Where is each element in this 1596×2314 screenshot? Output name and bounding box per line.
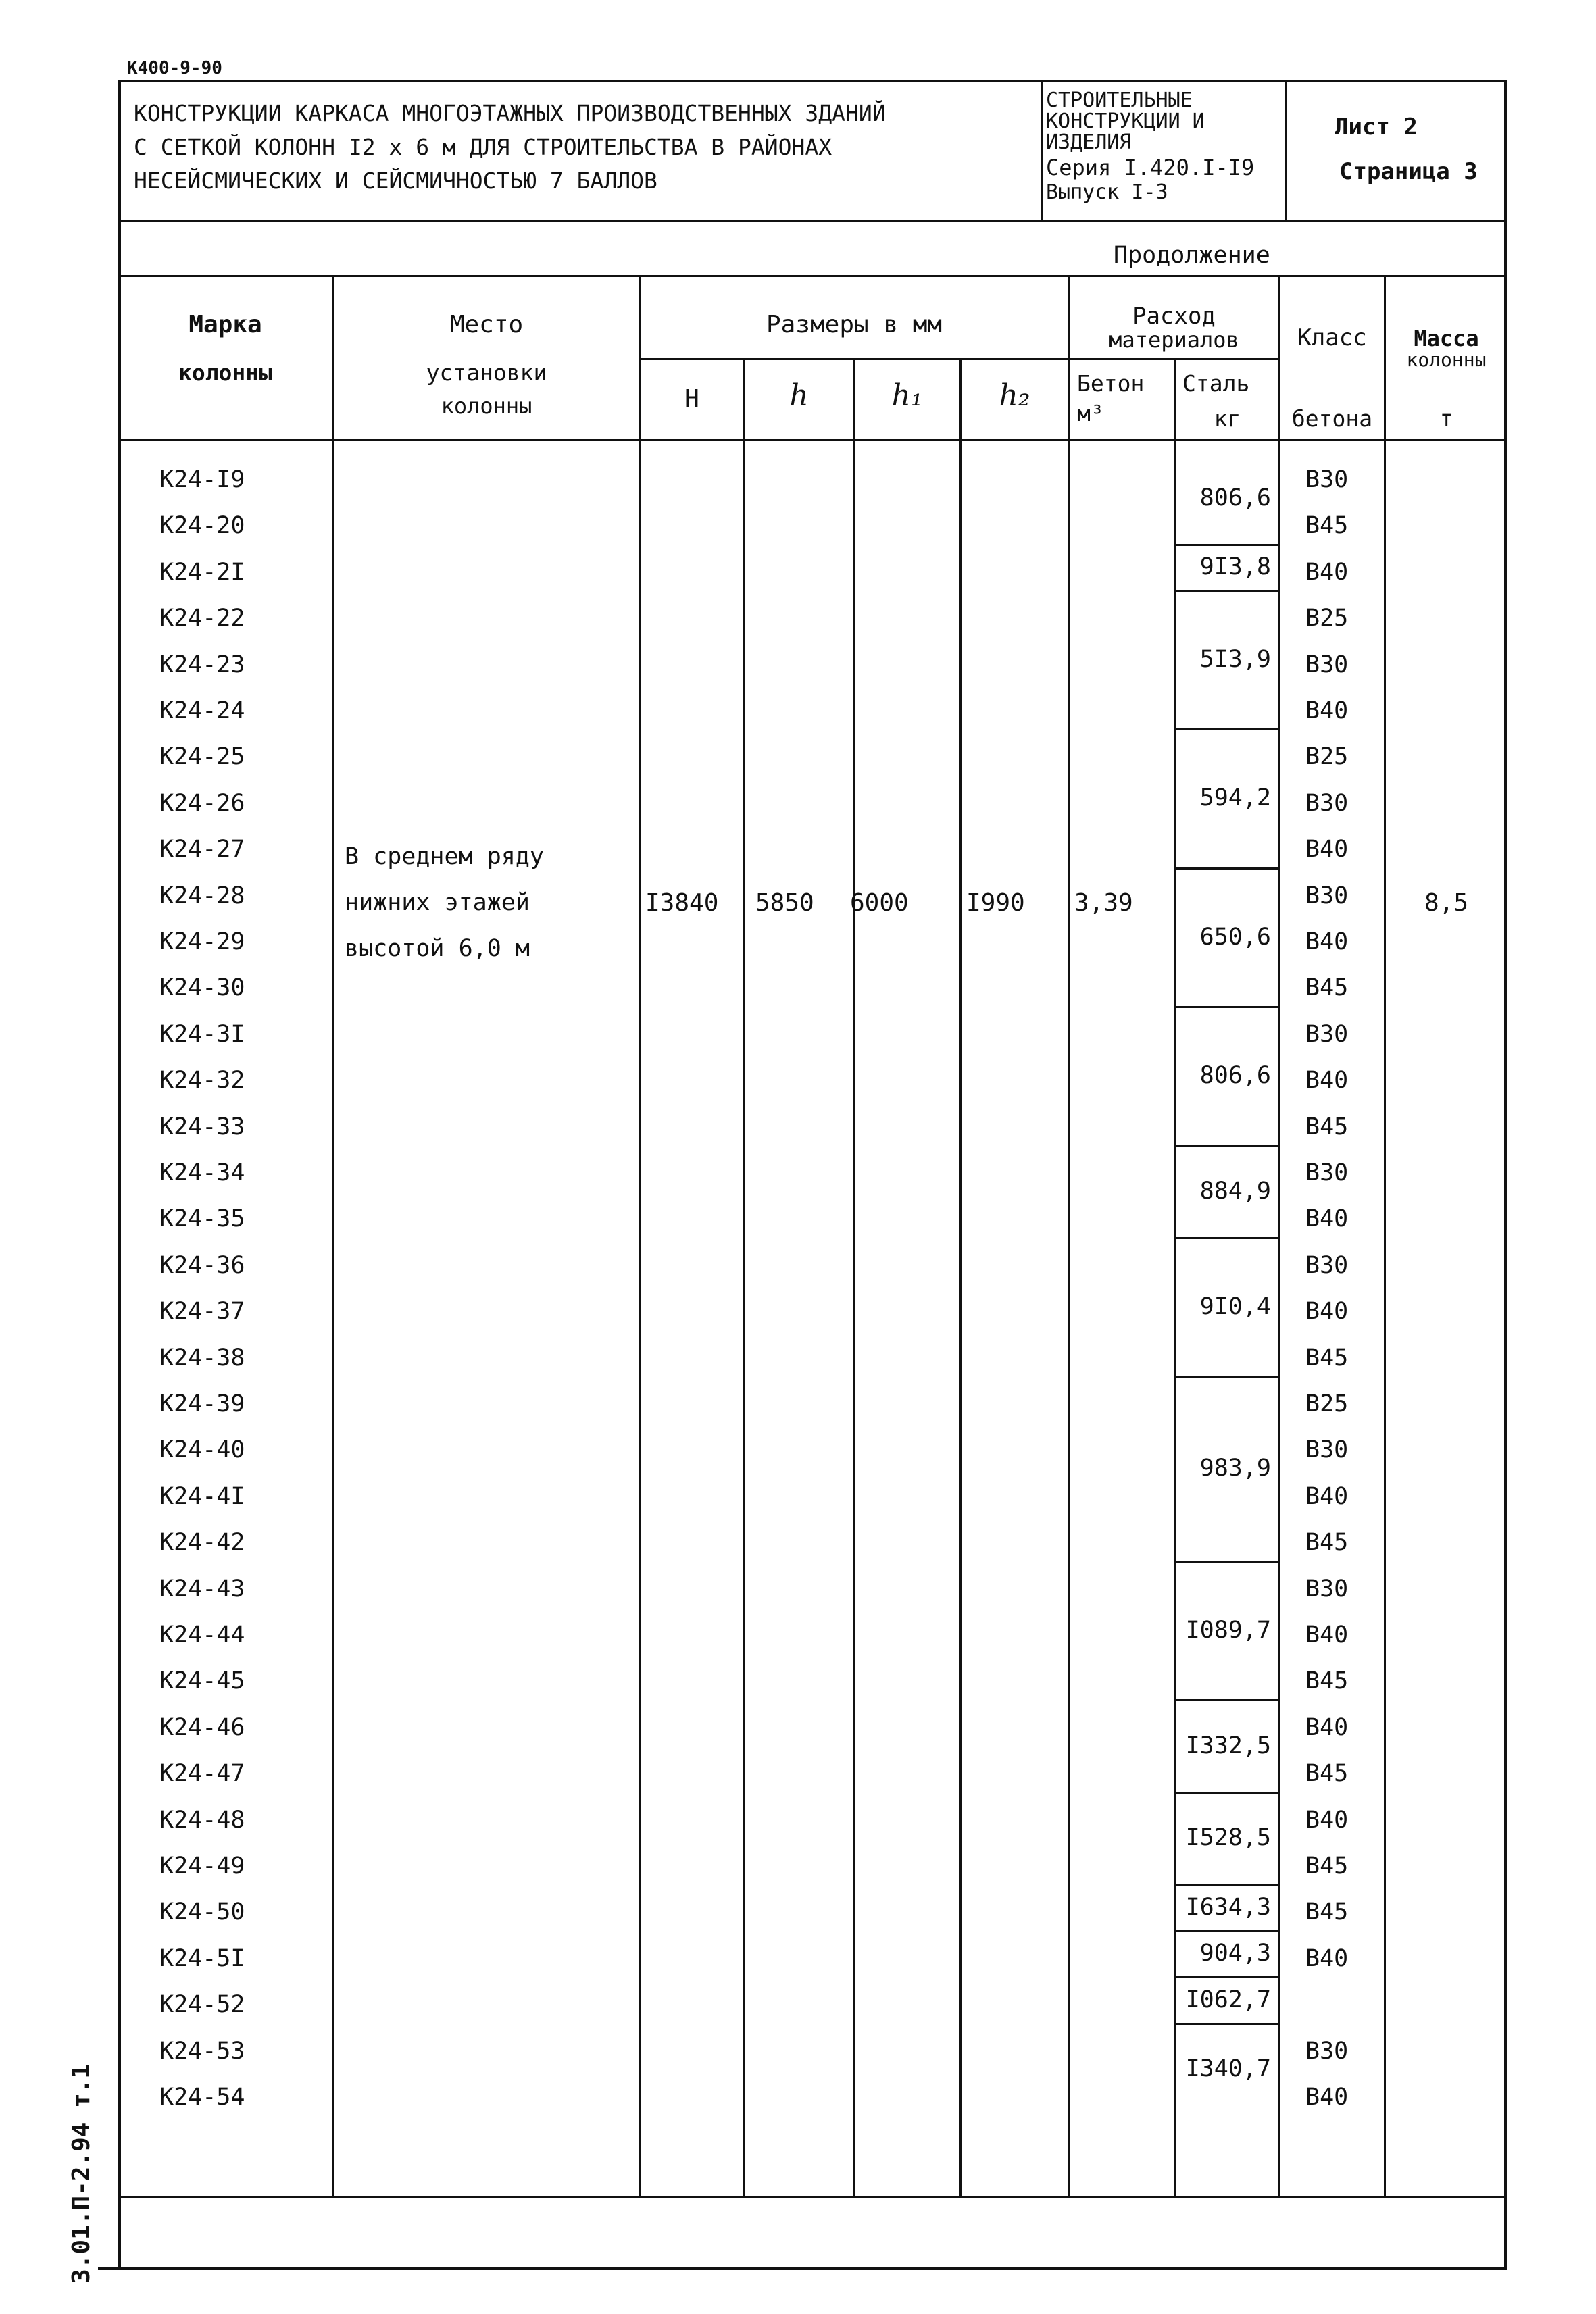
concrete-class: В30 xyxy=(1305,2038,1349,2065)
steel-group-divider xyxy=(1176,1006,1279,1008)
concrete-class: В30 xyxy=(1305,1436,1349,1463)
header-H: Н xyxy=(684,385,699,413)
title-line-2: С СЕТКОЙ КОЛОНН I2 x 6 м ДЛЯ СТРОИТЕЛЬСТВА В РАЙОНАХ xyxy=(134,134,832,160)
concrete-class: В30 xyxy=(1305,790,1349,817)
column-mark: К24-I9 xyxy=(159,466,245,493)
series-line-3: ИЗДЕЛИЯ xyxy=(1046,130,1132,154)
steel-value: 904,3 xyxy=(1199,1940,1271,1967)
series-line-1: СТРОИТЕЛЬНЫЕ xyxy=(1046,89,1193,112)
series-number: Серия I.420.I-I9 xyxy=(1046,155,1255,180)
continuation-label: Продолжение xyxy=(1114,242,1270,269)
steel-group-divider xyxy=(1176,1145,1279,1147)
column-mark: К24-28 xyxy=(159,882,245,909)
side-document-code: 3.01.П-2.94 т.1 xyxy=(68,2063,95,2284)
column-mark: К24-49 xyxy=(159,1853,245,1880)
steel-group-divider xyxy=(1176,1792,1279,1794)
concrete-class: В40 xyxy=(1305,928,1349,955)
steel-value: 5I3,9 xyxy=(1199,646,1271,673)
column-mark: К24-53 xyxy=(159,2038,245,2065)
steel-value: 9I3,8 xyxy=(1199,553,1271,580)
column-mark: К24-35 xyxy=(159,1205,245,1232)
concrete-class: В45 xyxy=(1305,1667,1349,1694)
column-mark: К24-4I xyxy=(159,1483,245,1510)
concrete-class: В40 xyxy=(1305,1067,1349,1094)
concrete-class: В25 xyxy=(1305,1390,1349,1417)
column-mark: К24-47 xyxy=(159,1760,245,1787)
concrete-class: В40 xyxy=(1305,559,1349,586)
concrete-class: В25 xyxy=(1305,605,1349,632)
steel-group-divider xyxy=(1176,590,1279,592)
steel-value: I089,7 xyxy=(1185,1617,1271,1644)
header-mark-1: Марка xyxy=(189,311,262,338)
steel-group-divider xyxy=(1176,1884,1279,1886)
col-line-concrete xyxy=(1174,358,1176,2197)
column-mark: К24-50 xyxy=(159,1898,245,1926)
frame-top xyxy=(118,80,1507,82)
concrete-class: В40 xyxy=(1305,1205,1349,1232)
steel-value: I528,5 xyxy=(1185,1824,1271,1851)
concrete-class: В45 xyxy=(1305,1529,1349,1556)
column-mark: К24-38 xyxy=(159,1344,245,1372)
place-line-3: высотой 6,0 м xyxy=(345,935,530,962)
frame-left xyxy=(118,80,121,2269)
steel-group-divider xyxy=(1176,544,1279,546)
concrete-class: В40 xyxy=(1305,1483,1349,1510)
column-mark: К24-42 xyxy=(159,1529,245,1556)
concrete-class: В40 xyxy=(1305,697,1349,724)
concrete-class: В45 xyxy=(1305,1898,1349,1926)
steel-value: 884,9 xyxy=(1199,1178,1271,1205)
concrete-class: В45 xyxy=(1305,974,1349,1001)
column-mark: К24-39 xyxy=(159,1390,245,1417)
concrete-class: В40 xyxy=(1305,1714,1349,1741)
concrete-class: В45 xyxy=(1305,1113,1349,1140)
column-mark: К24-52 xyxy=(159,1991,245,2018)
header-consumption-1: Расход xyxy=(1132,303,1216,330)
header-bottom-line xyxy=(118,439,1507,441)
concrete-class: В45 xyxy=(1305,1344,1349,1372)
concrete-class: В40 xyxy=(1305,836,1349,863)
concrete-class: В30 xyxy=(1305,1159,1349,1186)
header-consumption-2: материалов xyxy=(1109,327,1239,353)
steel-group-divider xyxy=(1176,1699,1279,1701)
header-mass-1: Масса xyxy=(1414,326,1479,351)
column-mark: К24-43 xyxy=(159,1576,245,1603)
steel-value: I062,7 xyxy=(1185,1986,1271,2013)
steel-group-divider xyxy=(1176,1561,1279,1563)
column-mark: К24-44 xyxy=(159,1621,245,1649)
concrete-class: В30 xyxy=(1305,1252,1349,1279)
value-h1: 6000 xyxy=(850,889,909,917)
header-place-3: колонны xyxy=(441,393,532,419)
column-mark: К24-3I xyxy=(159,1021,245,1048)
concrete-class: В45 xyxy=(1305,1853,1349,1880)
concrete-class: В45 xyxy=(1305,1760,1349,1787)
column-mark: К24-27 xyxy=(159,836,245,863)
title-line-1: КОНСТРУКЦИИ КАРКАСА МНОГОЭТАЖНЫХ ПРОИЗВОДСТВЕННЫХ ЗДАНИЙ xyxy=(134,100,886,126)
value-concrete: 3,39 xyxy=(1074,889,1133,917)
concrete-class: В40 xyxy=(1305,1807,1349,1834)
concrete-class: В40 xyxy=(1305,1298,1349,1325)
column-mark: К24-46 xyxy=(159,1714,245,1741)
continuation-line xyxy=(118,275,1507,277)
concrete-class: В40 xyxy=(1305,1621,1349,1649)
col-line-H xyxy=(743,358,745,2197)
steel-value: 806,6 xyxy=(1199,484,1271,511)
steel-value: 650,6 xyxy=(1199,924,1271,951)
steel-group-divider xyxy=(1176,2023,1279,2025)
header-class-1: Класс xyxy=(1297,324,1367,351)
title-line-3: НЕСЕЙСМИЧЕСКИХ И СЕЙСМИЧНОСТЬЮ 7 БАЛЛОВ xyxy=(134,168,657,194)
steel-value: 9I0,4 xyxy=(1199,1293,1271,1320)
concrete-class: В30 xyxy=(1305,651,1349,678)
steel-value: 806,6 xyxy=(1199,1062,1271,1089)
header-mass-2: колонны xyxy=(1406,349,1487,371)
column-mark: К24-29 xyxy=(159,928,245,955)
header-concrete-1: Бетон xyxy=(1077,370,1145,397)
series-issue: Выпуск I-3 xyxy=(1046,180,1168,204)
header-h2: h₂ xyxy=(999,378,1030,413)
series-line-2: КОНСТРУКЦИИ И xyxy=(1046,109,1205,133)
document-code: К400-9-90 xyxy=(127,58,222,78)
header-mass-3: т xyxy=(1439,405,1453,431)
steel-group-divider xyxy=(1176,1237,1279,1239)
column-mark: К24-48 xyxy=(159,1807,245,1834)
steel-group-divider xyxy=(1176,867,1279,870)
header-concrete-2: м³ xyxy=(1077,400,1104,426)
concrete-class: В30 xyxy=(1305,882,1349,909)
title-divider-1 xyxy=(1041,80,1043,222)
column-mark: К24-30 xyxy=(159,974,245,1001)
concrete-class: В40 xyxy=(1305,2084,1349,2111)
col-line-h xyxy=(853,358,855,2197)
value-H: I3840 xyxy=(645,889,719,917)
column-mark: К24-25 xyxy=(159,743,245,770)
col-line-steel xyxy=(1278,275,1280,2197)
column-mark: К24-22 xyxy=(159,605,245,632)
title-divider-2 xyxy=(1285,80,1287,222)
header-sizes: Размеры в мм xyxy=(766,311,943,338)
column-mark: К24-36 xyxy=(159,1252,245,1279)
column-mark: К24-23 xyxy=(159,651,245,678)
steel-value: 983,9 xyxy=(1199,1455,1271,1482)
column-mark: К24-33 xyxy=(159,1113,245,1140)
value-h: 5850 xyxy=(755,889,814,917)
title-block-bottom xyxy=(118,220,1507,222)
col-line-class xyxy=(1384,275,1386,2197)
concrete-class: В30 xyxy=(1305,1021,1349,1048)
column-mark: К24-5I xyxy=(159,1945,245,1972)
header-steel-1: Сталь xyxy=(1182,370,1250,397)
col-line-place xyxy=(639,275,641,2197)
column-mark: К24-45 xyxy=(159,1667,245,1694)
header-class-2: бетона xyxy=(1291,405,1373,432)
concrete-class: В25 xyxy=(1305,743,1349,770)
concrete-class: В40 xyxy=(1305,1945,1349,1972)
column-mark: К24-26 xyxy=(159,790,245,817)
header-place-1: Место xyxy=(449,311,524,338)
value-h2: I990 xyxy=(966,889,1025,917)
col-line-h2 xyxy=(1068,275,1070,2197)
sheet-number: Лист 2 xyxy=(1335,114,1418,141)
steel-group-divider xyxy=(1176,1930,1279,1932)
place-line-1: В среднем ряду xyxy=(345,843,545,870)
steel-value: 594,2 xyxy=(1199,784,1271,811)
column-mark: К24-2I xyxy=(159,559,245,586)
value-mass: 8,5 xyxy=(1424,889,1469,917)
place-line-2: нижних этажей xyxy=(345,889,530,916)
table-bottom-line xyxy=(118,2196,1507,2198)
col-line-h1 xyxy=(959,358,962,2197)
column-mark: К24-37 xyxy=(159,1298,245,1325)
header-steel-2: кг xyxy=(1214,405,1241,432)
column-mark: К24-24 xyxy=(159,697,245,724)
concrete-class: В45 xyxy=(1305,512,1349,539)
steel-group-divider xyxy=(1176,1376,1279,1378)
column-mark: К24-34 xyxy=(159,1159,245,1186)
column-mark: К24-40 xyxy=(159,1436,245,1463)
col-line-mark xyxy=(332,275,334,2197)
concrete-class: В30 xyxy=(1305,1576,1349,1603)
steel-value: I340,7 xyxy=(1185,2055,1271,2082)
column-mark: К24-20 xyxy=(159,512,245,539)
header-place-2: установки xyxy=(426,359,547,386)
header-mark-2: колонны xyxy=(178,359,273,386)
concrete-class: В30 xyxy=(1305,466,1349,493)
column-mark: К24-32 xyxy=(159,1067,245,1094)
column-mark: К24-54 xyxy=(159,2084,245,2111)
steel-value: I634,3 xyxy=(1185,1894,1271,1921)
steel-group-divider xyxy=(1176,728,1279,730)
steel-group-divider xyxy=(1176,1976,1279,1978)
frame-bottom xyxy=(98,2267,1507,2270)
page-number: Страница 3 xyxy=(1339,158,1478,185)
header-h: h xyxy=(789,378,809,413)
header-h1: h₁ xyxy=(891,378,923,413)
steel-value: I332,5 xyxy=(1185,1732,1271,1759)
